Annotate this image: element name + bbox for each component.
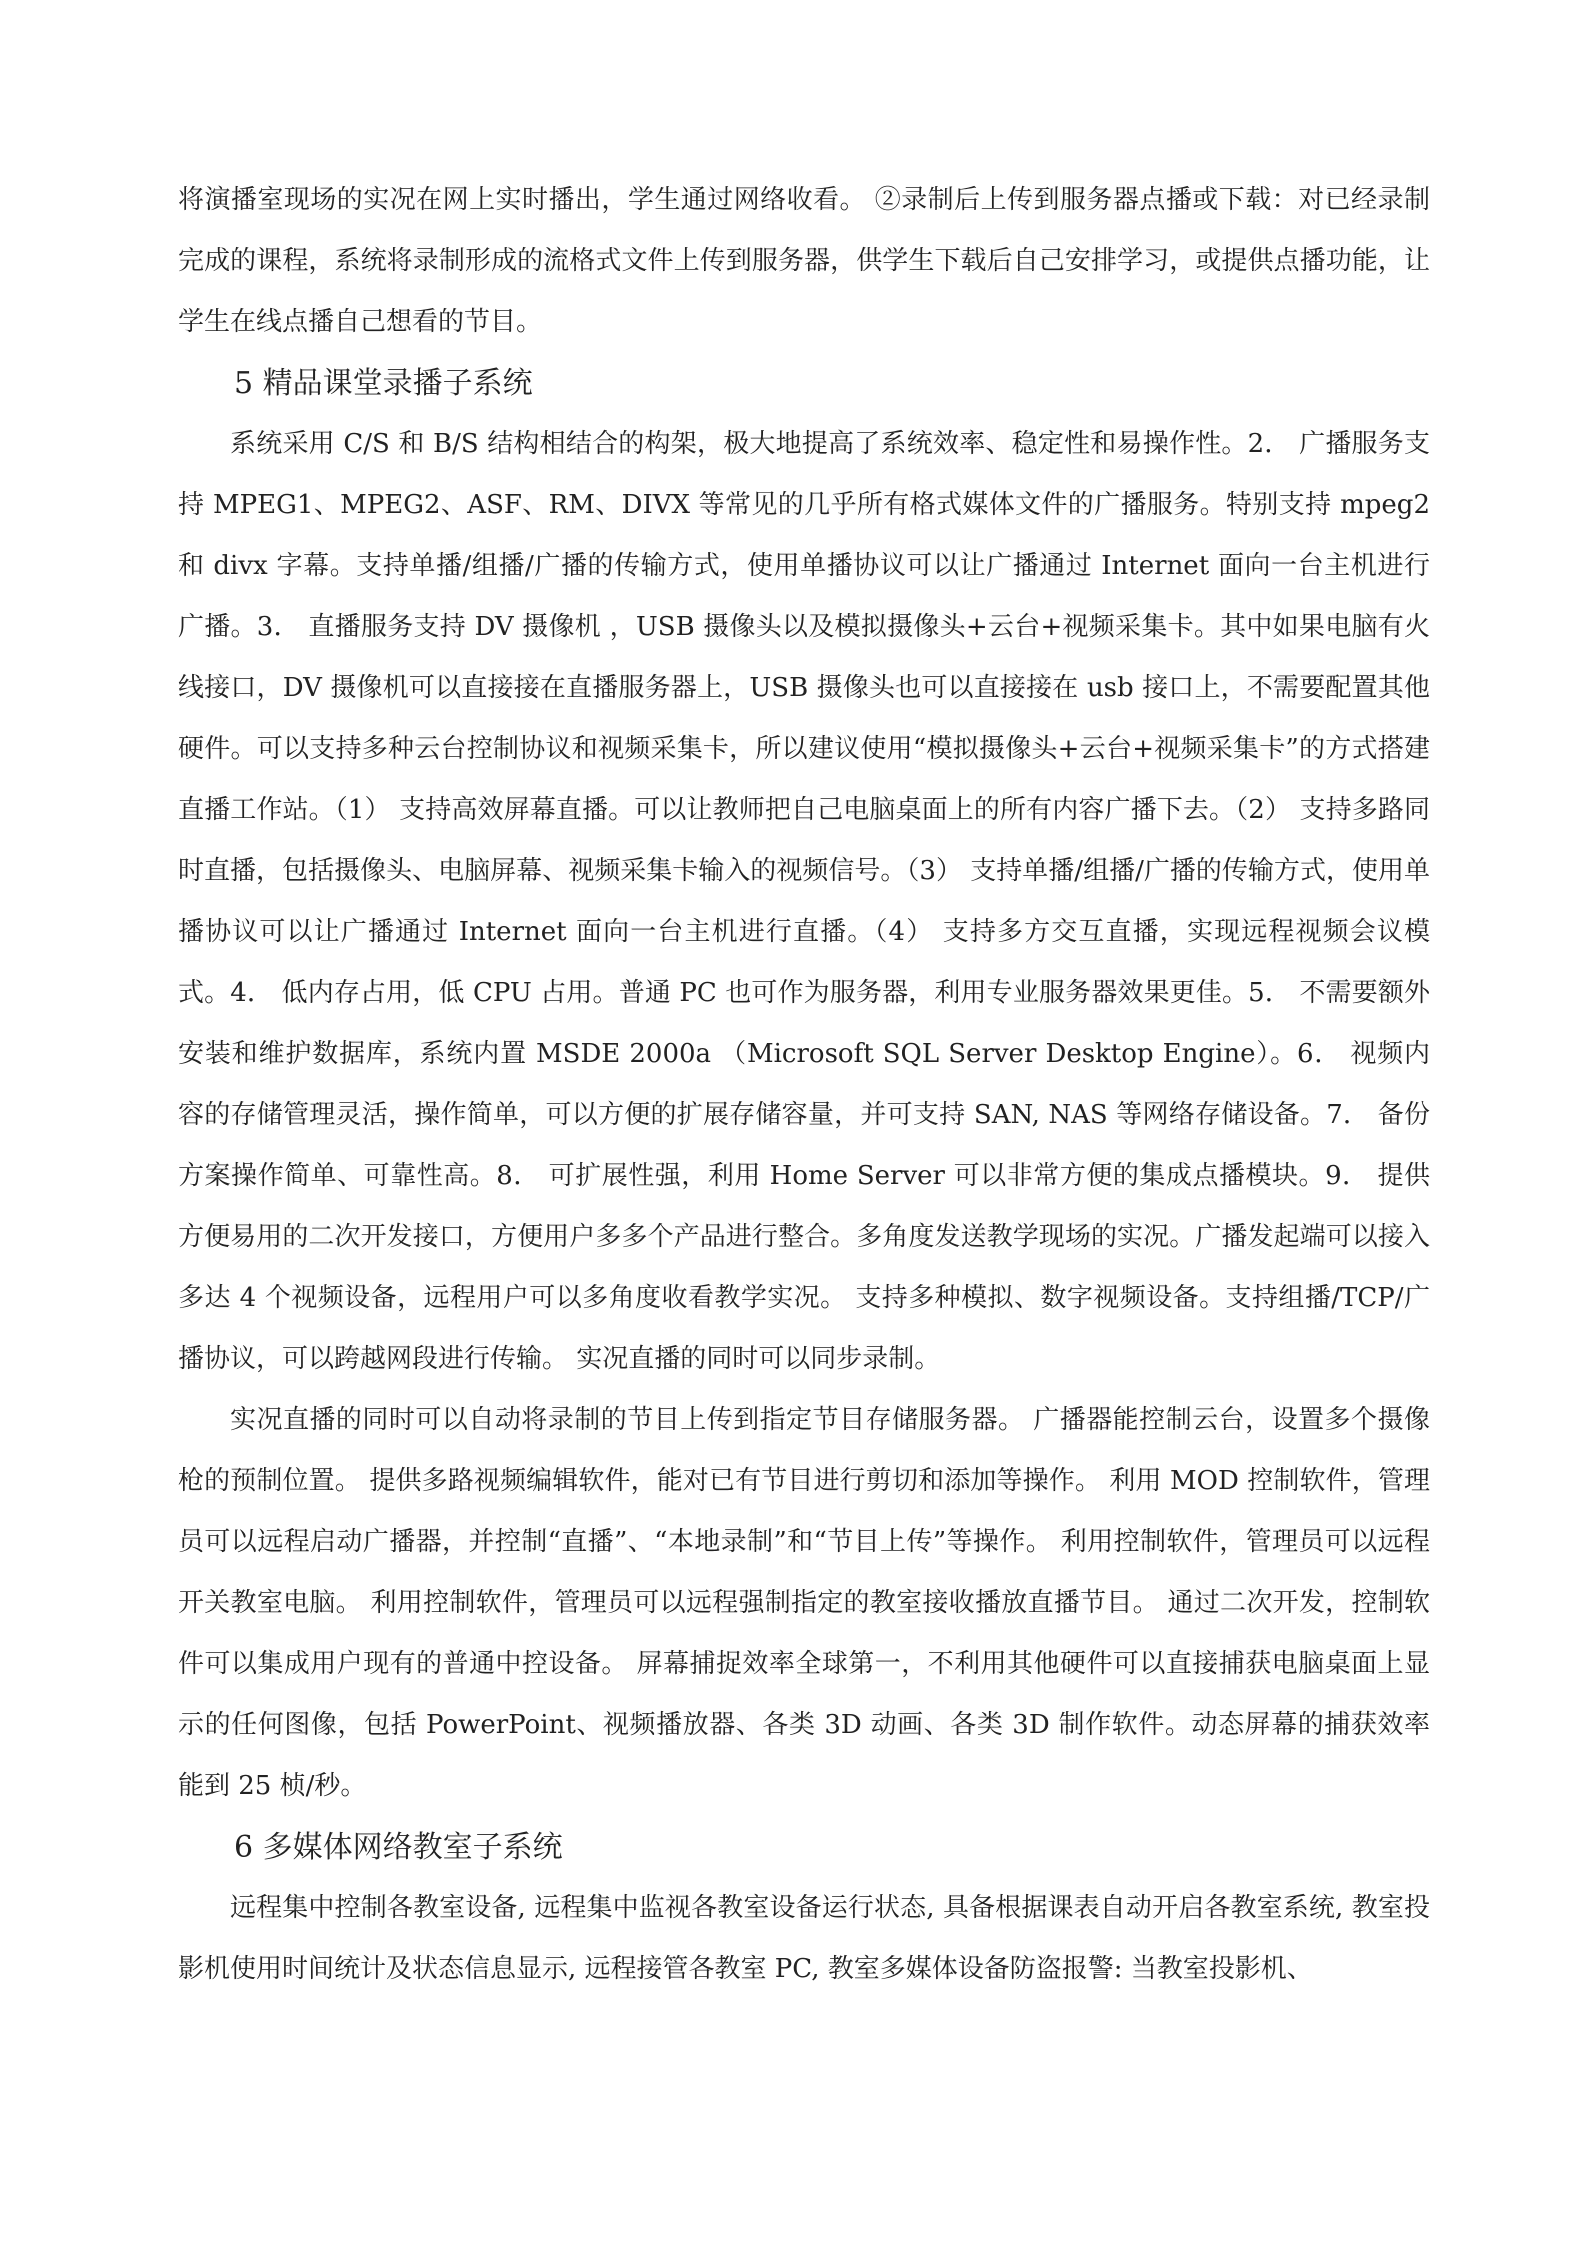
paragraph-section5-control: 实况直播的同时可以自动将录制的节目上传到指定节目存储服务器。 广播器能控制云台，设置多个摄像枪的预制位置。 提供多路视频编辑软件，能对已有节目进行剪切和添加等操作。 利用 MOD 控制软件，管理员可以远程启动广播器，并控制“直播”、“本地录制”和“节目上传”等操作。 利用控制软件，管理员可以远程开关教室电脑。 利用控制软件，管理员可以远程强制指定的教室接收播放直播节目。 通过二次开发，控制软件可以集成用户现有的普通中控设备。 屏幕捕捉效率全球第一，不利用其他硬件可以直接捕获电脑桌面上显示的任何图像，包括 PowerPoint、视频播放器、各类 3D 动画、各类 3D 制作软件。动态屏幕的捕获效率能到 25 桢/秒。 xyxy=(178,1405,1430,1801)
paragraph-intro: 将演播室现场的实况在网上实时播出，学生通过网络收看。 ②录制后上传到服务器点播或下载：对已经录制完成的课程，系统将录制形成的流格式文件上传到服务器，供学生下载后自己安排学习，或提供点播功能，让学生在线点播自己想看的节目。 xyxy=(178,185,1430,337)
document-body xyxy=(178,170,1430,2000)
paragraph-section5-features: 系统采用 C/S 和 B/S 结构相结合的构架，极大地提高了系统效率、稳定性和易操作性。2． 广播服务支持 MPEG1、MPEG2、ASF、RM、DIVX 等常见的几乎所有格式媒体文件的广播服务。特别支持 mpeg2 和 divx 字幕。支持单播/组播/广播的传输方式，使用单播协议可以让广播通过 Internet 面向一台主机进行广播。3． 直播服务支持 DV 摄像机 ，USB 摄像头以及模拟摄像头+云台+视频采集卡。其中如果电脑有火线接口，DV 摄像机可以直接接在直播服务器上，USB 摄像头也可以直接接在 usb 接口上，不需要配置其他硬件。可以支持多种云台控制协议和视频采集卡，所以建议使用“模拟摄像头+云台+视频采集卡”的方式搭建直播工作站。（1） 支持高效屏幕直播。可以让教师把自己电脑桌面上的所有内容广播下去。（2） 支持多路同时直播，包括摄像头、电脑屏幕、视频采集卡输入的视频信号。（3） 支持单播/组播/广播的传输方式，使用单播协议可以让广播通过 Internet 面向一台主机进行直播。（4） 支持多方交互直播，实现远程视频会议模式。4． 低内存占用，低 CPU 占用。普通 PC 也可作为服务器，利用专业服务器效果更佳。5． 不需要额外安装和维护数据库，系统内置 MSDE 2000a （Microsoft SQL Server Desktop Engine）。6． 视频内容的存储管理灵活，操作简单，可以方便的扩展存储容量，并可支持 SAN, NAS 等网络存储设备。7． 备份方案操作简单、可靠性高。8． 可扩展性强，利用 Home Server 可以非常方便的集成点播模块。9． 提供方便易用的二次开发接口，方便用户多多个产品进行整合。多角度发送教学现场的实况。广播发起端可以接入多达 4 个视频设备，远程用户可以多角度收看教学实况。 支持多种模拟、数字视频设备。支持组播/TCP/广播协议，可以跨越网段进行传输。 实况直播的同时可以同步录制。 xyxy=(178,429,1430,1374)
paragraph-section6-intro: 远程集中控制各教室设备, 远程集中监视各教室设备运行状态, 具备根据课表自动开启各教室系统, 教室投影机使用时间统计及状态信息显示, 远程接管各教室 PC, 教室多媒体设备防盗报警: 当教室投影机、 xyxy=(178,1893,1430,1984)
section-heading-5: 5 精品课堂录播子系统 xyxy=(234,366,533,401)
section-heading-6: 6 多媒体网络教室子系统 xyxy=(234,1830,563,1865)
